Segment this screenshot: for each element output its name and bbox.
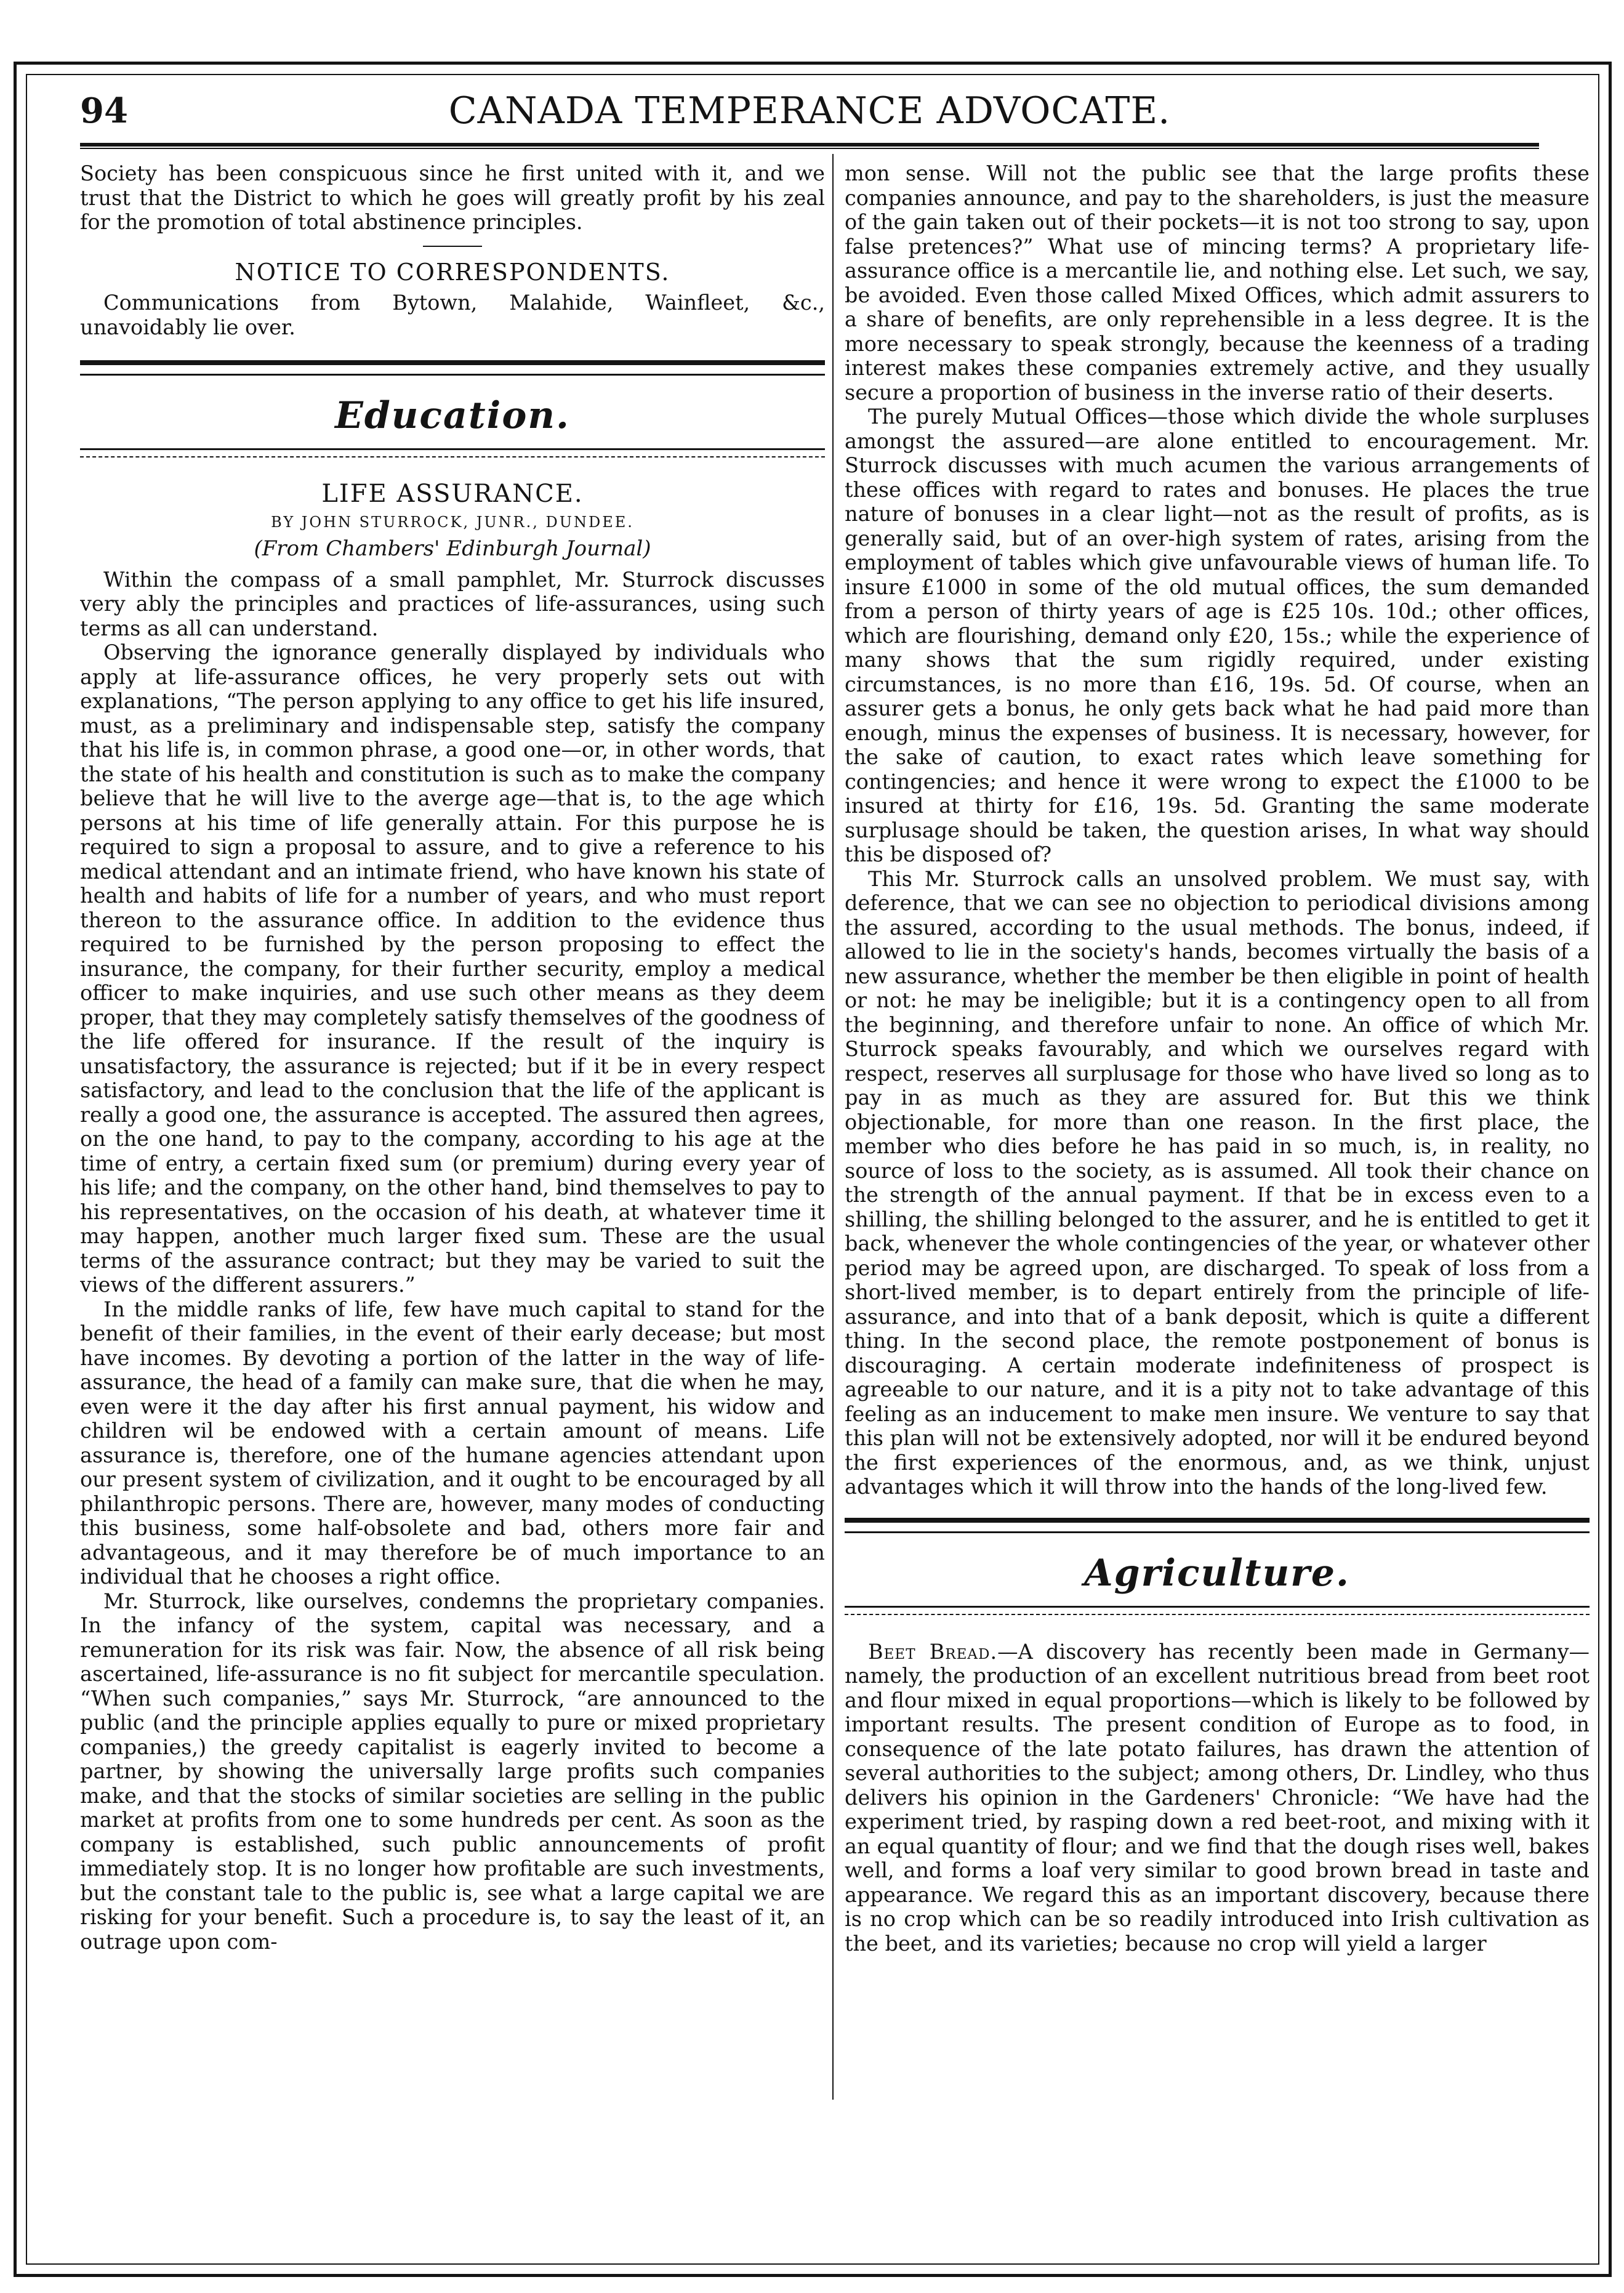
article-paragraph: The purely Mutual Offices—those which divide the whole surpluses amongst the assured—are alone entitled to encouragement. Mr. Sturrock discusses with much acumen the various arrangements of these offices with regard to rates and bonuses. He places the true nature of bonuses in a clear light—not as the result of profits, as is generally said, but of an over-high system of rates, arising from the employment of tables which give unfavourable views of human life. To insure £1000 in some of the old mutual offices, the sum demanded from a person of thirty years of age is £25 10s. 10d.; other offices, which are flourishing, demand only £20, 15s.; while the experience of many shows that the sum rigidly required, under existing circumstances, is no more than £16, 19s. 5d. Of course, when an assurer gets a bonus, he only gets back what he had paid more than enough, minus the expenses of business. It is necessary, however, for the sake of caution, to exact rates which leave something for contingencies; and hence it were wrong to expect the £1000 to be insured at thirty for £16, 19s. 5d. Granting the same moderate surplusage should be taken, the question arises, In what way should this be disposed of? [845,405,1590,866]
section-rule [845,1606,1590,1615]
journal-title: CANADA TEMPERANCE ADVOCATE. [448,89,1171,132]
article-paragraph: Mr. Sturrock, like ourselves, condemns the proprietary companies. In the infancy of the system, capital was necessary, and a remuneration for its risk was fair. Now, the absence of all risk being ascertained, life-assurance is no fit subject for mercantile speculation. “When such companies,” says Mr. Sturrock, “are announced to the public (and the principle applies equally to pure or mixed proprietary companies,) the greedy capitalist is eagerly invited to become a partner, by showing the universally large profits such companies make, and that the stocks of similar societies are selling in the public market at profits from one to some hundreds per cent. As soon as the company is established, such public announcements of profit immediately stop. It is no longer how profitable are such investments, but the constant tale to the public is, see what a large capital we are risking for your benefit. Such a procedure is, to say the least of it, an outrage upon com- [80,1589,825,1954]
intro-paragraph: Society has been conspicuous since he first united with it, and we trust that the District to which he goes will greatly profit by his zeal for the promotion of total abstinence principles. [80,161,825,234]
right-column [845,161,1590,2101]
left-column [80,161,825,2101]
column-divider [832,154,834,2100]
article-source: (From Chambers' Edinburgh Journal) [254,536,651,561]
notice-heading: NOTICE TO CORRESPONDENTS. [235,258,670,286]
beet-bread-text: —A discovery has recently been made in Germany—namely, the production of an excellent nutritious bread from beet root and flour mixed in equal proportions—which is likely to be followed by important results. The present condition of Europe as to food, in consequence of the late potato failures, has drawn the attention of several authorities to the subject; among others, Dr. Lindley, who thus delivers his opinion in the Gardeners' Chronicle: “We have had the experiment tried, by rasping down a red beet-root, and mixing with it an equal quantity of flour; and we find that the dough rises well, bakes well, and forms a loaf very similar to good brown bread in taste and appearance. We regard this as an important discovery, because there is no crop which can be so readily introduced into Irish cultivation as the beet, and its varieties; because no crop will yield a larger [845,1639,1590,1956]
article-byline: BY JOHN STURROCK, JUNR., DUNDEE. [271,513,634,531]
short-divider [423,246,482,247]
notice-text: Communications from Bytown, Malahide, Wainfleet, &c., unavoidably lie over. [80,291,825,339]
section-heading-agriculture: Agriculture. [1084,1551,1350,1595]
section-rule [80,448,825,457]
article-paragraph: In the middle ranks of life, few have much capital to stand for the benefit of their families, in the event of their early decease; but most have incomes. By devoting a portion of the latter in the way of life-assurance, the head of a family can make sure, that die when he may, even were it the day after his first annual payment, his widow and children wil be endowed with a certain amount of means. Life assurance is, therefore, one of the humane agencies attendant upon our present system of civilization, and it ought to be encouraged by all philanthropic persons. There are, however, many modes of conducting this business, some half-obsolete and bad, others more fair and advantageous, and it may therefore be of much importance to an individual that he chooses a right office. [80,1297,825,1589]
section-rule [80,360,825,376]
article-continuation: mon sense. Will not the public see that the large profits these companies announce, and pay to the shareholders, is just the measure of the gain taken out of their pockets—it is not too strong to say, upon false pretences?” What use of mincing terms? A proprietary life-assurance office is a mercantile lie, and nothing else. Let such, we say, be avoided. Even those called Mixed Offices, which admit assurers to a share of benefits, are only reprehensible in a less degree. It is the more necessary to speak strongly, because the keenness of a trading interest makes these companies extremely active, and they usually secure a proportion of business in the inverse ratio of their deserts. [845,161,1590,405]
article-paragraph: Within the compass of a small pamphlet, Mr. Sturrock discusses very ably the principles and practices of life-assurances, using such terms as all can understand. [80,567,825,640]
page-header [80,86,1539,135]
beet-bread-title: Beet Bread. [868,1639,998,1664]
agriculture-paragraph [845,1640,1590,1956]
article-paragraph: This Mr. Sturrock calls an unsolved problem. We must say, with deference, that we can see no objection to periodical divisions among the assured, according to the usual methods. The bonus, indeed, if allowed to lie in the society's hands, becomes virtually the basis of a new assurance, whether the member be then eligible in point of health or not: he may be ineligible; but it is a contingency open to all from the beginning, and therefore unfair to none. An office of which Mr. Sturrock speaks favourably, and which we ourselves regard with respect, reserves all surplusage for those who have lived so long as to pay in as much as they are assured for. But this we think objectionable, for more than one reason. In the first place, the member who dies before he has paid in so much, is, in reality, no source of loss to the society, as is assumed. All took their chance on the strength of the annual payment. If that be in excess even to a shilling, the shilling belonged to the assurer, and he is entitled to get it back, whenever the whole contingencies of the year, or whatever other period may be agreed upon, are discharged. To speak of loss from a short-lived member, is to depart entirely from the principle of life-assurance, and into that of a bank deposit, which is quite a different thing. In the second place, the remote postponement of bonus is discouraging. A certain moderate indefiniteness of prospect is agreeable to our nature, and it is a pity not to take advantage of this feeling as an inducement to make men insure. We venture to say that this plan will not be extensively adopted, nor will it be endured beyond the first experiences of the enormous, and, as we think, unjust advantages which it will throw into the hands of the long-lived few. [845,866,1590,1499]
article-paragraph: Observing the ignorance generally displayed by individuals who apply at life-assurance offices, he very properly sets out with explanations, “The person applying to any office to get his life insured, must, as a preliminary and indispensable step, satisfy the company that his life is, in common phrase, a good one—or, in other words, that the state of his health and constitution is such as to make the company believe that he will live to the averge age—that is, to the age which persons at his time of life generally attain. For this purpose he is required to sign a proposal to assure, and to give a reference to his medical attendant and an intimate friend, who have known his state of health and habits of life for a number of years, and who must report thereon to the assurance office. In addition to the evidence thus required to be furnished by the person proposing to effect the insurance, the company, for their further security, employ a medical officer to make inquiries, and use such other means as they deem proper, that they may completely satisfy themselves of the goodness of the life offered for insurance. If the result of the inquiry is unsatisfactory, the assurance is rejected; but if it be in every respect satisfactory, and lead to the conclusion that the life of the applicant is really a good one, the assurance is accepted. The assured then agrees, on the one hand, to pay to the company, according to his age at the time of entry, a certain fixed sum (or premium) during every year of his life; and the company, on the other hand, bind themselves to pay to his representatives, on the occasion of his death, at whatever time it may happen, another much larger fixed sum. These are the usual terms of the assurance contract; but they may be varied to suit the views of the different assurers.” [80,640,825,1297]
section-rule [845,1518,1590,1533]
section-heading-education: Education. [335,394,570,437]
page-number: 94 [80,91,128,131]
article-title: LIFE ASSURANCE. [321,480,584,508]
header-rule [80,143,1539,149]
